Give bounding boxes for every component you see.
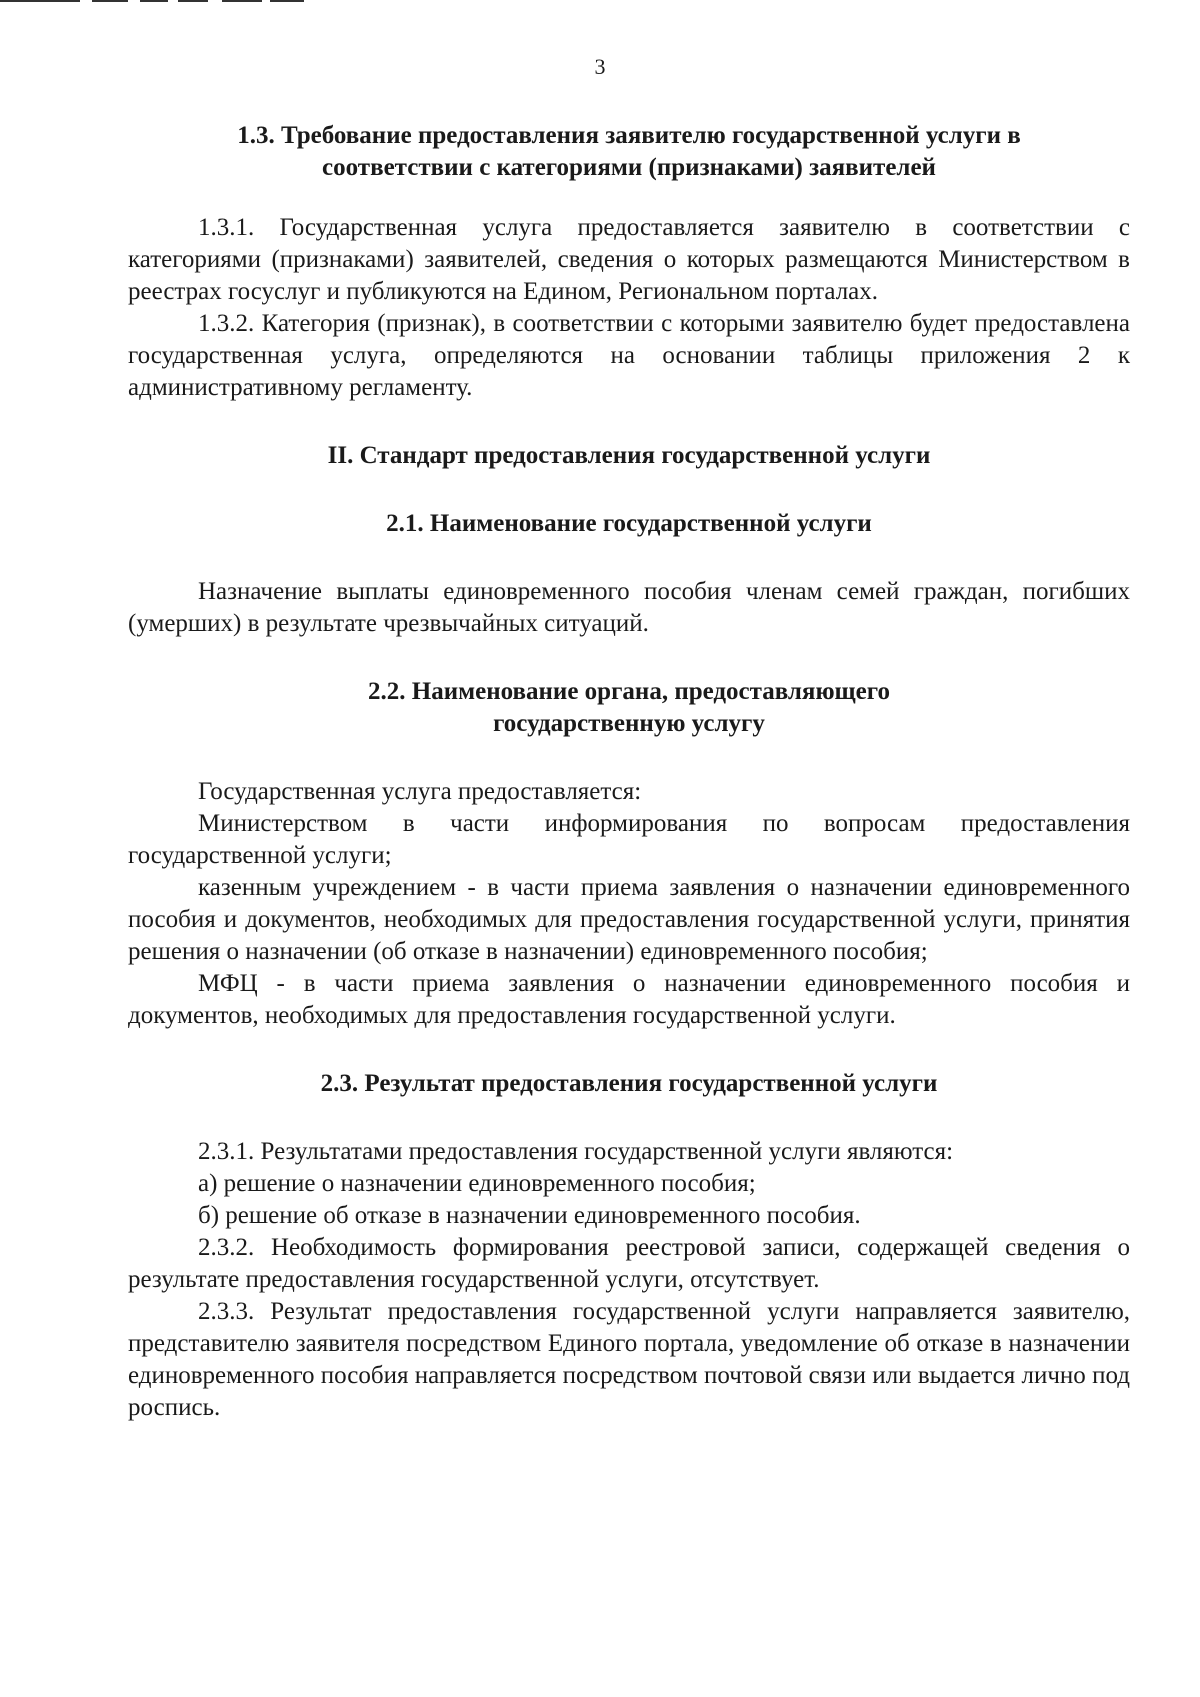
paragraph-2-2-mfc: МФЦ - в части приема заявления о назначении единовременного пособия и документов, необходимых для предоставления государственной услуги. [128,970,1130,1029]
paragraph-1-3-1: 1.3.1. Государственная услуга предоставляется заявителю в соответствии с категориями (признаками) заявителей, сведения о которых размещаются Министерством в реестрах госуслуг и публикуются на Едином, Региональном порталах. [128,214,1130,305]
scan-edge-marks [0,0,310,3]
paragraph-1-3-2: 1.3.2. Категория (признак), в соответствии с которыми заявителю будет предоставлена государственная услуга, определяются на основании таблицы приложения 2 к административному регламенту. [128,310,1130,401]
section-2-1-heading: 2.1. Наименование государственной услуги [386,510,872,537]
section-2-heading: II. Стандарт предоставления государственной услуги [327,442,931,469]
paragraph-2-2-institution: казенным учреждением - в части приема заявления о назначении единовременного пособия и документов, необходимых для предоставления государственной услуги, принятия решения о назначении (об отказе в назначении) единовременного пособия; [128,874,1130,965]
section-2-2-heading-line2: государственную услугу [493,710,765,737]
paragraph-2-3-1-a: а) решение о назначении единовременного пособия; [198,1170,756,1197]
paragraph-2-2-intro: Государственная услуга предоставляется: [198,778,642,805]
page-number: 3 [594,54,606,79]
paragraph-2-2-ministry: Министерством в части информирования по вопросам предоставления государственной услуги; [128,810,1130,869]
section-1-3-heading-line1: 1.3. Требование предоставления заявителю государственной услуги в [237,122,1021,149]
section-1-3-heading-line2: соответствии с категориями (признаками) заявителей [322,154,936,181]
section-2-2-heading-line1: 2.2. Наименование органа, предоставляющего [368,678,890,705]
paragraph-2-3-1-b: б) решение об отказе в назначении единовременного пособия. [198,1202,861,1229]
document-body [128,120,1130,1424]
paragraph-2-3-3: 2.3.3. Результат предоставления государственной услуги направляется заявителю, представителю заявителя посредством Единого портала, уведомление об отказе в назначении единовременного пособия направляется посредством почтовой связи или выдается лично под роспись. [128,1298,1130,1421]
paragraph-2-1: Назначение выплаты единовременного пособия членам семей граждан, погибших (умерших) в результате чрезвычайных ситуаций. [128,578,1130,637]
paragraph-2-3-2: 2.3.2. Необходимость формирования реестровой записи, содержащей сведения о результате предоставления государственной услуги, отсутствует. [128,1234,1130,1293]
section-2-3-heading: 2.3. Результат предоставления государственной услуги [320,1070,938,1097]
paragraph-2-3-1: 2.3.1. Результатами предоставления государственной услуги являются: [198,1138,954,1165]
